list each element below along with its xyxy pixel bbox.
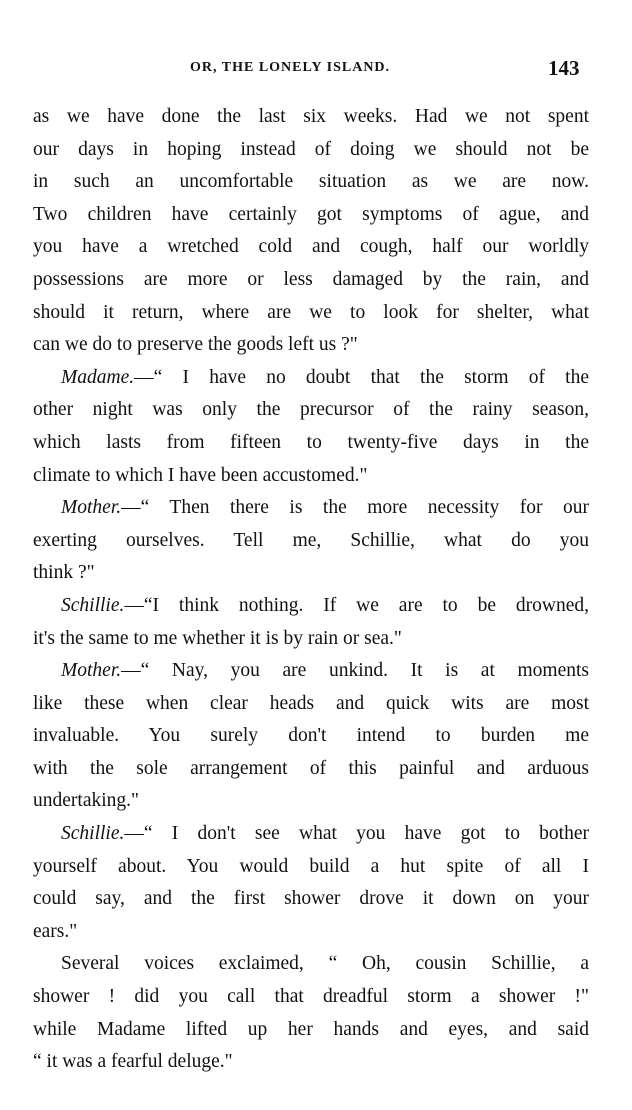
- line-text: shower ! did you call that dreadful storm a shower !": [33, 986, 589, 1008]
- text-line: [33, 1014, 589, 1047]
- text-line: [33, 492, 589, 525]
- paragraph: [33, 590, 589, 655]
- line-text: ears.": [33, 920, 78, 942]
- line-text: in such an uncomfortable situation as we are now.: [33, 171, 589, 193]
- speaker-name: Mother.: [61, 660, 122, 682]
- text-line: [33, 753, 589, 786]
- line-text: which lasts from fifteen to twenty-five days in the: [33, 431, 589, 453]
- line-text: exerting ourselves. Tell me, Schillie, what do you: [33, 529, 589, 551]
- line-text: —“I think nothing. If we are to be drowned,: [124, 594, 589, 616]
- text-line: [33, 427, 589, 460]
- line-text: with the sole arrangement of this painful and arduous: [33, 757, 589, 779]
- text-line: [33, 557, 589, 590]
- text-line: [33, 264, 589, 297]
- text-line: [33, 134, 589, 167]
- text-line: [33, 655, 589, 688]
- paragraph: [33, 655, 589, 818]
- text-line: [33, 785, 589, 818]
- line-text: —“ I have no doubt that the storm of the: [134, 366, 589, 388]
- line-text: climate to which I have been accustomed.": [33, 464, 368, 486]
- line-text: —“ Then there is the more necessity for our: [121, 497, 589, 519]
- running-head: [0, 56, 632, 82]
- line-text: —“ I don't see what you have got to bother: [124, 823, 589, 845]
- text-line: [33, 101, 589, 134]
- line-text: could say, and the first shower drove it down on your: [33, 888, 589, 910]
- body-text: [33, 101, 589, 1079]
- text-line: [33, 525, 589, 558]
- line-text: Several voices exclaimed, “ Oh, cousin Schillie, a: [61, 953, 589, 975]
- line-text: invaluable. You surely don't intend to burden me: [33, 725, 589, 747]
- line-text: —“ Nay, you are unkind. It is at moments: [121, 660, 589, 682]
- text-line: [33, 818, 589, 851]
- text-line: [33, 948, 589, 981]
- text-line: [33, 362, 589, 395]
- line-text: yourself about. You would build a hut spite of all I: [33, 855, 589, 877]
- line-text: think ?": [33, 562, 95, 584]
- line-text: can we do to preserve the goods left us ?": [33, 334, 358, 356]
- text-line: [33, 916, 589, 949]
- paragraph: [33, 818, 589, 948]
- line-text: as we have done the last six weeks. Had we not spent: [33, 106, 589, 127]
- text-line: [33, 231, 589, 264]
- speaker-name: Schillie.: [61, 823, 125, 845]
- text-line: [33, 199, 589, 232]
- paragraph: [33, 362, 589, 492]
- line-text: possessions are more or less damaged by the rain, and: [33, 268, 589, 290]
- text-line: [33, 851, 589, 884]
- line-text: other night was only the precursor of the rainy season,: [33, 399, 589, 421]
- line-text: it's the same to me whether it is by rain or sea.": [33, 627, 402, 649]
- text-line: [33, 883, 589, 916]
- text-line: [33, 720, 589, 753]
- text-line: [33, 981, 589, 1014]
- paragraph: [33, 492, 589, 590]
- running-head-title: OR, THE LONELY ISLAND.: [190, 60, 391, 75]
- text-line: [33, 297, 589, 330]
- line-text: while Madame lifted up her hands and eyes, and said: [33, 1018, 589, 1040]
- line-text: Two children have certainly got symptoms of ague, and: [33, 203, 589, 225]
- line-text: you have a wretched cold and cough, half our worldly: [33, 236, 589, 258]
- text-line: [33, 623, 589, 656]
- speaker-name: Mother.: [61, 497, 122, 519]
- text-line: [33, 394, 589, 427]
- line-text: undertaking.": [33, 790, 139, 812]
- line-text: “ it was a fearful deluge.": [33, 1051, 233, 1073]
- text-line: [33, 329, 589, 362]
- text-line: [33, 460, 589, 493]
- text-line: [33, 688, 589, 721]
- line-text: our days in hoping instead of doing we should not be: [33, 138, 589, 160]
- text-line: [33, 590, 589, 623]
- line-text: like these when clear heads and quick wits are most: [33, 692, 589, 714]
- paragraph: [33, 948, 589, 1078]
- text-line: [33, 166, 589, 199]
- page-number: 143: [548, 56, 580, 80]
- line-text: should it return, where are we to look for shelter, what: [33, 301, 589, 323]
- speaker-name: Schillie.: [61, 594, 125, 616]
- speaker-name: Madame.: [61, 366, 135, 388]
- text-line: [33, 1046, 589, 1079]
- paragraph: [33, 101, 589, 362]
